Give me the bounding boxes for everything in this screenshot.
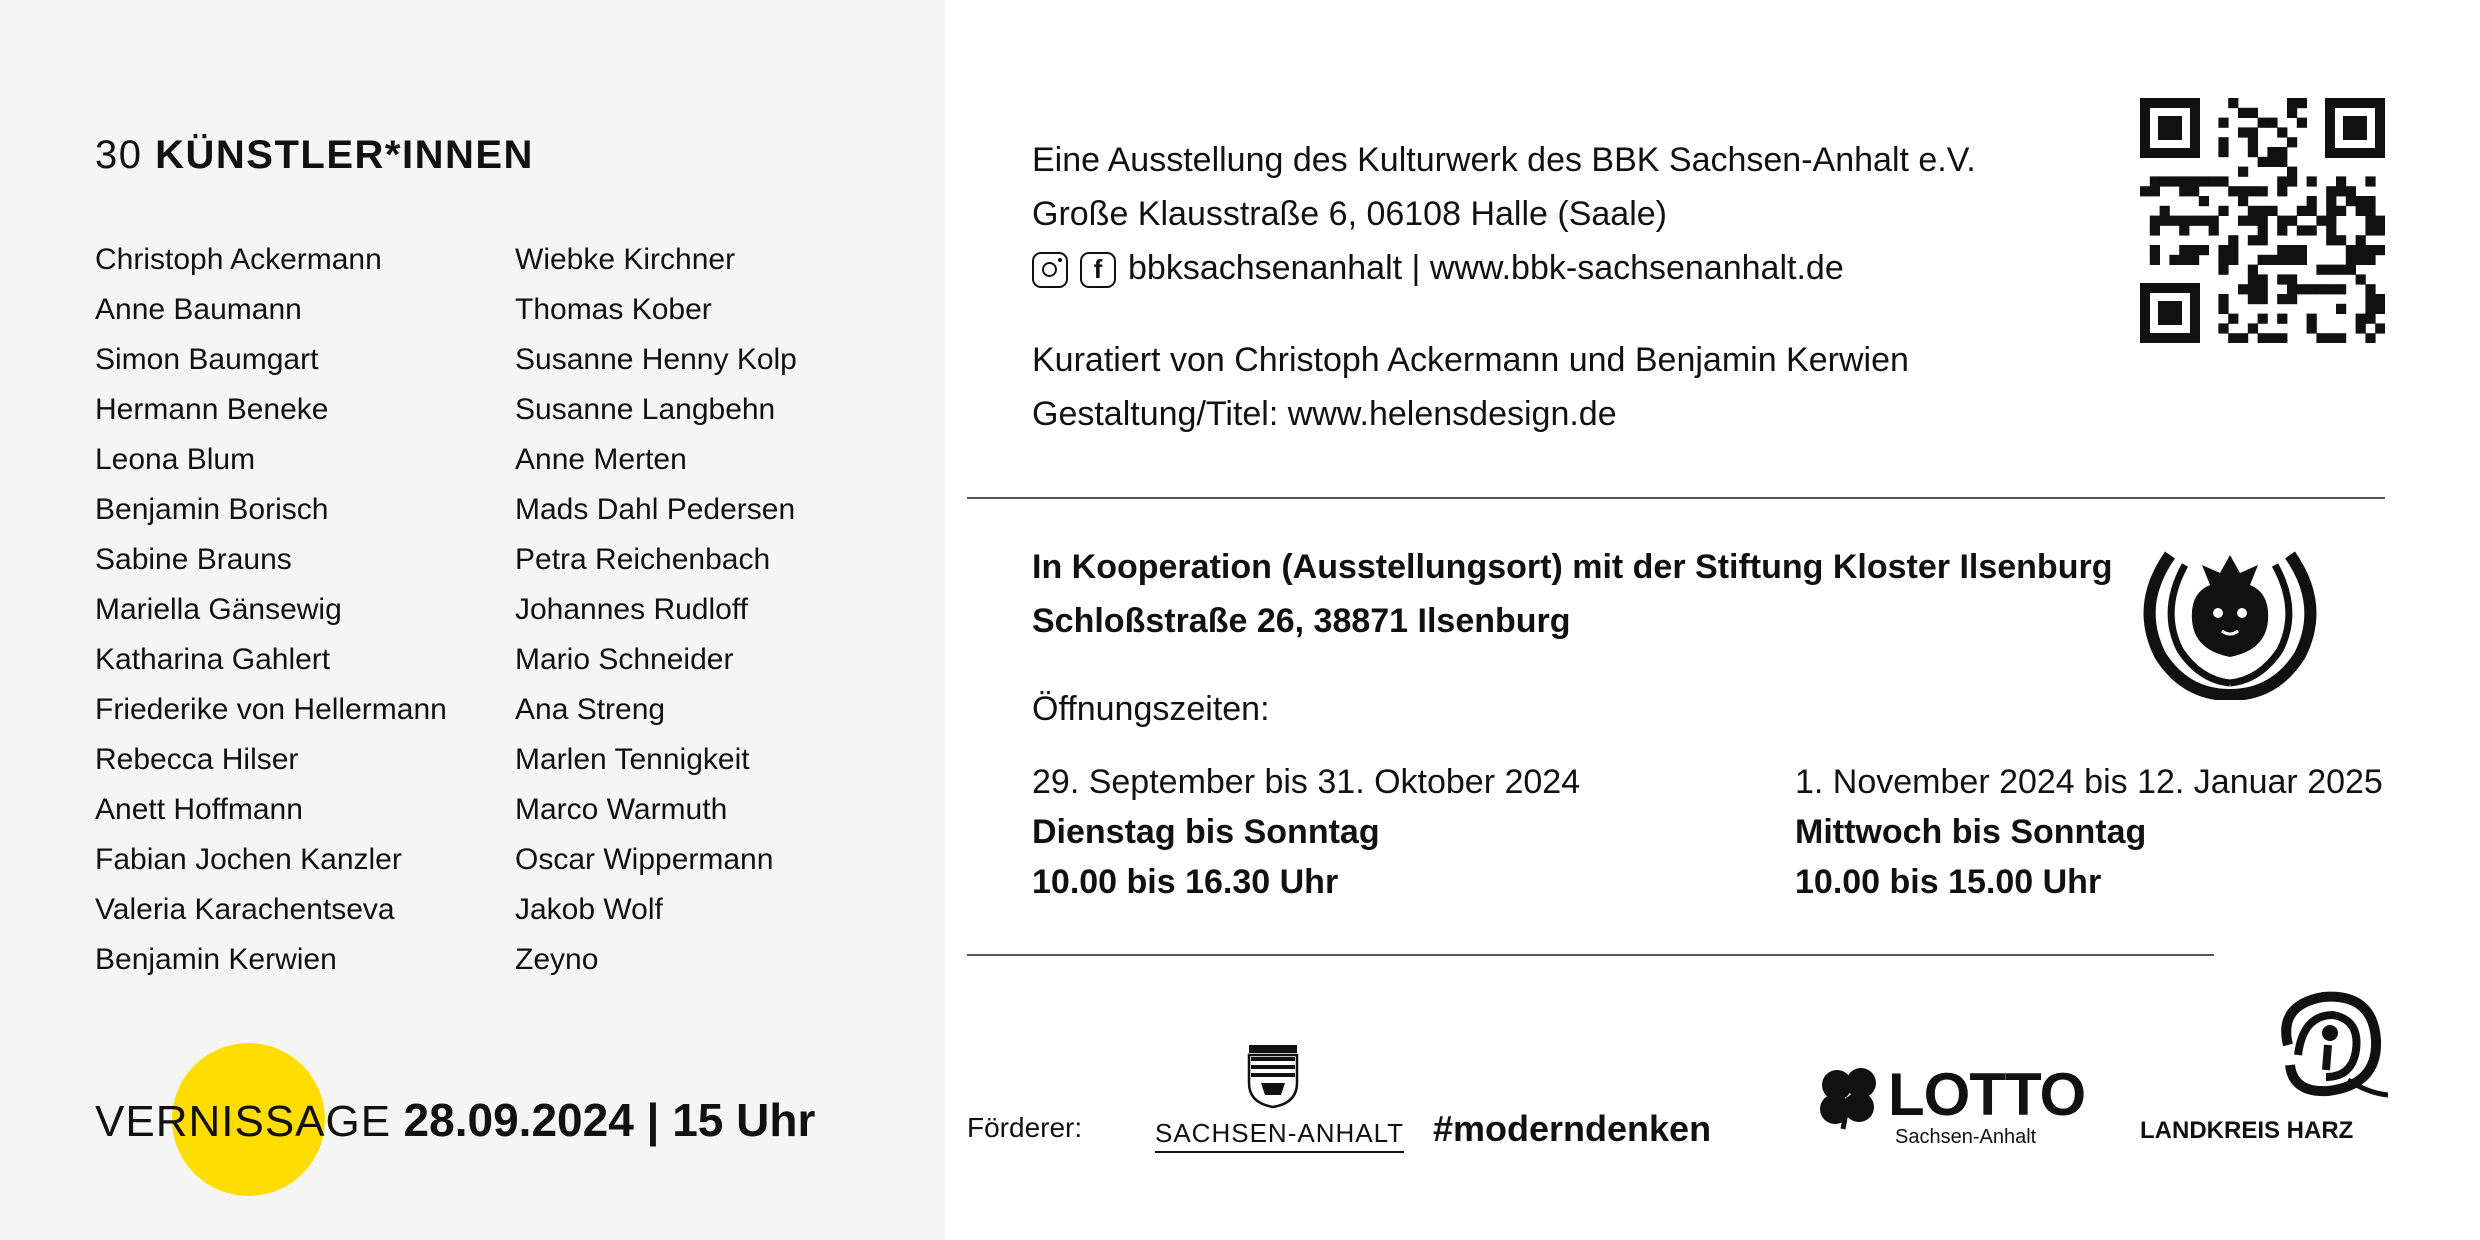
moderndenken-logo: #moderndenken [1433,1108,1712,1149]
artists-heading-word: KÜNSTLER*INNEN [155,133,534,177]
artist-name: Thomas Kober [515,293,712,326]
divider-top [967,497,2385,499]
artist-name: Simon Baumgart [95,343,319,376]
artist-name: Ana Streng [515,693,666,726]
artist-name: Johannes Rudloff [515,593,748,626]
design-credit: Gestaltung/Titel: www.helensdesign.de [1032,395,1617,433]
lotto-cloverleaf-icon [1815,1063,1885,1133]
period-1-time: 10.00 bis 16.30 Uhr [1032,863,1339,901]
instagram-icon[interactable] [1032,252,1068,288]
lotto-logo: LOTTO [1888,1061,2086,1128]
cooperation-address: Schloßstraße 26, 38871 Ilsenburg [1032,602,1571,640]
sponsors-label: Förderer: [967,1112,1083,1143]
cooperation-line: In Kooperation (Ausstellungsort) mit der Stiftung Kloster Ilsenburg [1032,548,2113,586]
artist-name: Benjamin Kerwien [95,943,337,976]
vernissage-line [95,1090,815,1150]
artist-name: Anett Hoffmann [95,793,303,826]
vernissage-date: 28.09.2024 | 15 Uhr [403,1094,816,1146]
vernissage-label: VERNISSAGE [95,1097,392,1146]
artist-name: Zeyno [515,943,599,976]
period-2-dates: 1. November 2024 bis 12. Januar 2025 [1795,763,2383,801]
period-1-days: Dienstag bis Sonntag [1032,813,1380,851]
artist-name: Anne Merten [515,443,687,476]
artist-name: Valeria Karachentseva [95,893,395,926]
artist-name: Mads Dahl Pedersen [515,493,796,526]
facebook-icon[interactable] [1080,252,1116,288]
artist-name: Leona Blum [95,443,256,476]
artist-name: Wiebke Kirchner [515,243,736,276]
period-2 [1795,757,2383,907]
sachsen-anhalt-logo: SACHSEN-ANHALT [1155,1118,1404,1153]
artist-list-column-1 [95,235,447,985]
artist-name: Katharina Gahlert [95,643,331,676]
divider-bottom [967,954,2214,956]
artist-name: Christoph Ackermann [95,243,382,276]
artist-name: Susanne Langbehn [515,393,776,426]
artists-count: 30 [95,133,143,177]
organizer-address: Große Klausstraße 6, 06108 Halle (Saale) [1032,195,1667,233]
artist-name: Sabine Brauns [95,543,292,576]
artist-name: Jakob Wolf [515,893,663,926]
landkreis-harz-logo-icon [2268,985,2388,1105]
kloster-ilsenburg-logo [2130,545,2330,700]
artist-name: Marco Warmuth [515,793,728,826]
opening-hours-label: Öffnungszeiten: [1032,690,1270,728]
exhibition-organizer: Eine Ausstellung des Kulturwerk des BBK Sachsen-Anhalt e.V. [1032,141,1976,179]
period-1-dates: 29. September bis 31. Oktober 2024 [1032,763,1581,801]
curated-by: Kuratiert von Christoph Ackermann und Benjamin Kerwien [1032,341,1909,379]
period-2-days: Mittwoch bis Sonntag [1795,813,2147,851]
artist-name: Anne Baumann [95,293,302,326]
social-line [1032,241,1844,295]
artist-list-column-2 [515,235,797,985]
artist-name: Hermann Beneke [95,393,329,426]
sachsen-anhalt-crest-icon [1245,1043,1301,1109]
artist-name: Friederike von Hellermann [95,693,447,726]
social-handle-and-website[interactable]: bbksachsenanhalt | www.bbk-sachsenanhalt.de [1128,249,1844,287]
artist-name: Fabian Jochen Kanzler [95,843,402,876]
artist-name: Susanne Henny Kolp [515,343,797,376]
artist-name: Benjamin Borisch [95,493,329,526]
lotto-sub: Sachsen-Anhalt [1895,1126,2037,1148]
artists-heading [95,133,534,178]
artist-name: Petra Reichenbach [515,543,771,576]
artist-name: Oscar Wippermann [515,843,774,876]
artist-name: Rebecca Hilser [95,743,299,776]
artist-name: Mario Schneider [515,643,734,676]
artist-name: Mariella Gänsewig [95,593,342,626]
period-2-time: 10.00 bis 15.00 Uhr [1795,863,2102,901]
period-1 [1032,757,1580,907]
landkreis-harz-logo: LANDKREIS HARZ [2140,1117,2354,1144]
qr-code[interactable] [2140,98,2385,343]
artist-name: Marlen Tennigkeit [515,743,750,776]
